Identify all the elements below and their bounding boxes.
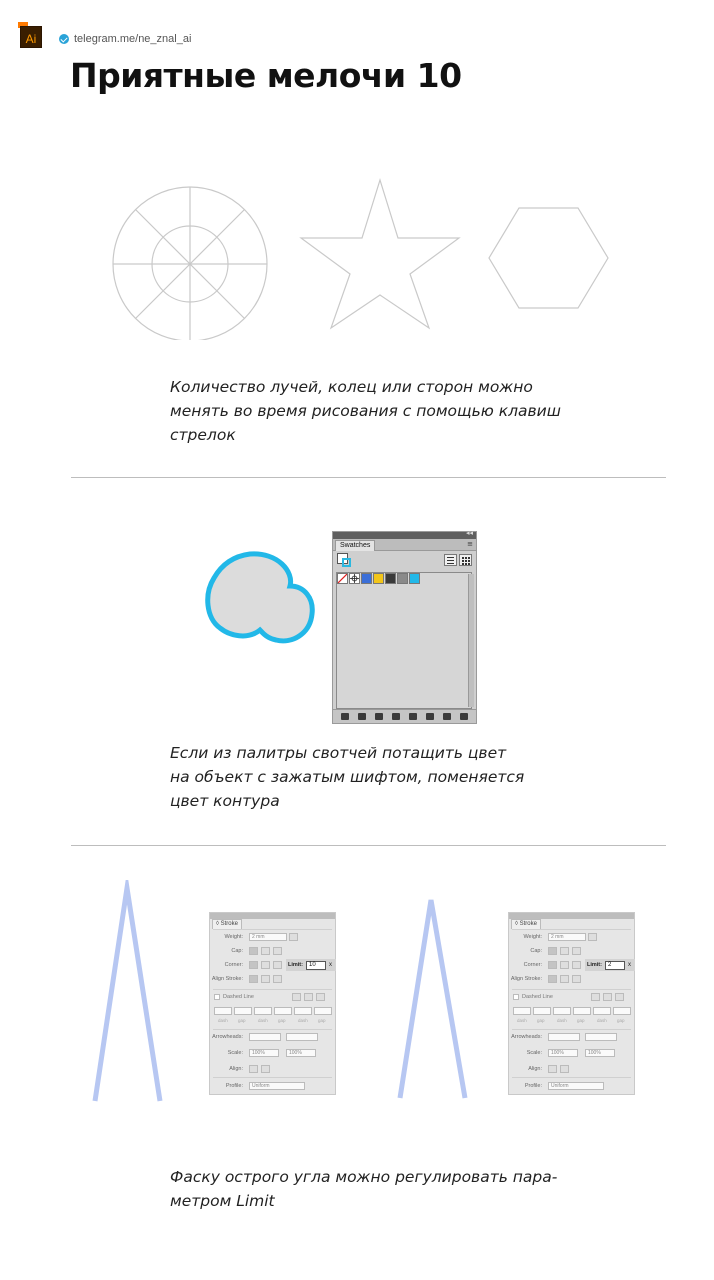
swatch-kind-icon[interactable] <box>358 713 366 720</box>
shapes-illustration <box>0 170 714 340</box>
scale-label: Scale: <box>526 1050 542 1056</box>
swatch-libraries-icon[interactable] <box>341 713 349 720</box>
dash-label: dash <box>258 1018 268 1023</box>
weight-dropdown[interactable] <box>588 933 597 941</box>
end-scale-field[interactable]: 100% <box>286 1049 316 1057</box>
start-scale-field[interactable]: 100% <box>249 1049 279 1057</box>
sharp-corner-line <box>80 880 180 1110</box>
polar-grid-shape <box>113 187 267 340</box>
weight-dropdown[interactable] <box>289 933 298 941</box>
dash-label: dash <box>517 1018 527 1023</box>
arrowheads-label: Arrowheads: <box>511 1034 542 1040</box>
limit-multiplier: x <box>329 962 332 968</box>
align-stroke-label: Align Stroke: <box>510 976 542 982</box>
section-divider-2 <box>71 845 666 846</box>
dash-preserve-button[interactable] <box>292 993 301 1001</box>
dash-field-1[interactable] <box>214 1007 232 1015</box>
start-arrowhead-select[interactable] <box>548 1033 580 1041</box>
swatch-options-icon[interactable] <box>392 713 400 720</box>
butt-cap-button[interactable] <box>249 947 258 955</box>
fill-stroke-indicator[interactable] <box>337 553 353 569</box>
align-outside-button[interactable] <box>572 975 581 983</box>
corner-label: Corner: <box>224 962 243 968</box>
new-folder-icon[interactable] <box>426 713 434 720</box>
dash-field-2[interactable] <box>254 1007 272 1015</box>
swatch-blue[interactable] <box>361 573 372 584</box>
channel-link-row[interactable] <box>59 32 191 46</box>
arrow-align-end-button[interactable] <box>560 1065 569 1073</box>
limit-field[interactable]: 2 <box>605 961 625 970</box>
svg-text:Ai: Ai <box>25 32 37 46</box>
caption-swatches: Если из палитры свотчей потащить цвет на объект с зажатым шифтом, поменяется цвет контура <box>170 744 525 810</box>
panel-titlebar[interactable] <box>333 529 476 539</box>
new-color-group-icon[interactable] <box>409 713 417 720</box>
round-join-button[interactable] <box>261 961 270 969</box>
bevel-join-button[interactable] <box>273 961 282 969</box>
tab-swatches[interactable]: Swatches <box>335 540 375 551</box>
arrow-align-tip-button[interactable] <box>548 1065 557 1073</box>
miter-join-button[interactable] <box>249 961 258 969</box>
end-arrowhead-select[interactable] <box>585 1033 617 1041</box>
limit-label: Limit: <box>288 962 303 968</box>
profile-label: Profile: <box>225 1083 243 1089</box>
projecting-cap-button[interactable] <box>572 947 581 955</box>
channel-link[interactable]: telegram.me/ne_znal_ai <box>74 33 192 45</box>
swatch-list[interactable] <box>336 572 472 709</box>
gap-label: gap <box>278 1018 286 1023</box>
gap-field-2[interactable] <box>274 1007 292 1015</box>
round-cap-button[interactable] <box>560 947 569 955</box>
panel-bottom-toolbar <box>333 709 476 723</box>
dash-align-button[interactable] <box>603 993 612 1001</box>
corner-label: Corner: <box>523 962 542 968</box>
gap-label: gap <box>318 1018 326 1023</box>
align-inside-button[interactable] <box>560 975 569 983</box>
projecting-cap-button[interactable] <box>273 947 282 955</box>
dash-field-2[interactable] <box>553 1007 571 1015</box>
dash-preserve-button[interactable] <box>591 993 600 1001</box>
dash-field-1[interactable] <box>513 1007 531 1015</box>
end-arrowhead-select[interactable] <box>286 1033 318 1041</box>
swatch-registration[interactable] <box>349 573 360 584</box>
page-title: Приятные мелочи 10 <box>70 56 462 95</box>
dashed-line-checkbox[interactable] <box>214 994 220 1000</box>
limit-label: Limit: <box>587 962 602 968</box>
panel-tab-row <box>333 539 476 551</box>
gap-label: gap <box>238 1018 246 1023</box>
cap-label: Cap: <box>530 948 542 954</box>
dashed-line-label: Dashed Line <box>522 994 553 1000</box>
arrow-align-end-button[interactable] <box>261 1065 270 1073</box>
cloud-library-icon[interactable] <box>375 713 383 720</box>
align-inside-button[interactable] <box>261 975 270 983</box>
hexagon-shape <box>489 208 608 308</box>
align-outside-button[interactable] <box>273 975 282 983</box>
telegram-icon <box>59 34 69 44</box>
dash-field-3[interactable] <box>294 1007 312 1015</box>
weight-label: Weight: <box>224 934 243 940</box>
gap-label: gap <box>617 1018 625 1023</box>
round-join-button[interactable] <box>560 961 569 969</box>
limit-multiplier: x <box>628 962 631 968</box>
profile-select[interactable]: Uniform <box>249 1082 305 1090</box>
gap-field-3[interactable] <box>613 1007 631 1015</box>
swatch-black[interactable] <box>385 573 396 584</box>
arrow-align-tip-button[interactable] <box>249 1065 258 1073</box>
start-scale-field[interactable]: 100% <box>548 1049 578 1057</box>
align-stroke-label: Align Stroke: <box>211 976 243 982</box>
align-center-button[interactable] <box>548 975 557 983</box>
dash-label: dash <box>218 1018 228 1023</box>
blob-outline <box>208 554 313 641</box>
weight-label: Weight: <box>523 934 542 940</box>
caption-limit: Фаску острого угла можно регулировать пара- метром Limit <box>170 1168 558 1210</box>
gap-label: gap <box>577 1018 585 1023</box>
swatch-none[interactable] <box>337 573 348 584</box>
caption-shapes: Количество лучей, колец или сторон можно менять во время рисования с помощью клавиш стрелок <box>170 378 561 444</box>
list-view-button[interactable] <box>444 554 457 566</box>
bevel-join-button[interactable] <box>572 961 581 969</box>
dash-label: dash <box>597 1018 607 1023</box>
stroke-panel-limit-2[interactable] <box>508 912 635 1095</box>
gap-field-1[interactable] <box>533 1007 551 1015</box>
swatch-scrollbar[interactable] <box>468 574 474 707</box>
align-label: Align: <box>528 1066 542 1072</box>
miter-join-button[interactable] <box>548 961 557 969</box>
tab-stroke[interactable]: ◊ Stroke <box>212 919 242 929</box>
gap-field-3[interactable] <box>314 1007 332 1015</box>
weight-field[interactable]: 2 mm <box>548 933 586 941</box>
thumbnail-view-button[interactable] <box>459 554 472 566</box>
gap-field-1[interactable] <box>234 1007 252 1015</box>
profile-select[interactable]: Uniform <box>548 1082 604 1090</box>
gap-field-2[interactable] <box>573 1007 591 1015</box>
beveled-corner-line <box>385 880 485 1110</box>
stroke-panel-limit-10[interactable] <box>209 912 336 1095</box>
swatches-panel[interactable] <box>332 531 477 724</box>
section-divider-1 <box>71 477 666 478</box>
profile-label: Profile: <box>524 1083 542 1089</box>
stroke-swatch[interactable] <box>342 558 351 567</box>
dashed-line-checkbox[interactable] <box>513 994 519 1000</box>
end-scale-field[interactable]: 100% <box>585 1049 615 1057</box>
swatch-row <box>337 573 420 584</box>
swatch-gray[interactable] <box>397 573 408 584</box>
align-center-button[interactable] <box>249 975 258 983</box>
dash-label: dash <box>557 1018 567 1023</box>
star-shape <box>301 180 459 328</box>
trash-icon[interactable] <box>460 713 468 720</box>
tab-stroke[interactable]: ◊ Stroke <box>511 919 541 929</box>
swatch-yellow[interactable] <box>373 573 384 584</box>
dash-label: dash <box>298 1018 308 1023</box>
dash-field-3[interactable] <box>593 1007 611 1015</box>
limit-field[interactable]: 10 <box>306 961 326 970</box>
butt-cap-button[interactable] <box>548 947 557 955</box>
weight-field[interactable]: 2 mm <box>249 933 287 941</box>
illustrator-logo-icon <box>18 22 42 48</box>
new-swatch-icon[interactable] <box>443 713 451 720</box>
dash-align-button[interactable] <box>304 993 313 1001</box>
round-cap-button[interactable] <box>261 947 270 955</box>
cap-label: Cap: <box>231 948 243 954</box>
dash-corner-button[interactable] <box>615 993 624 1001</box>
scale-label: Scale: <box>227 1050 243 1056</box>
panel-menu-icon[interactable]: ≡ <box>467 540 473 548</box>
align-label: Align: <box>229 1066 243 1072</box>
gap-label: gap <box>537 1018 545 1023</box>
dashed-line-label: Dashed Line <box>223 994 254 1000</box>
start-arrowhead-select[interactable] <box>249 1033 281 1041</box>
dash-corner-button[interactable] <box>316 993 325 1001</box>
arrowheads-label: Arrowheads: <box>212 1034 243 1040</box>
collapse-icon[interactable]: ◂◂ <box>465 529 473 537</box>
swatch-cyan[interactable] <box>409 573 420 584</box>
blob-shape <box>200 548 320 652</box>
